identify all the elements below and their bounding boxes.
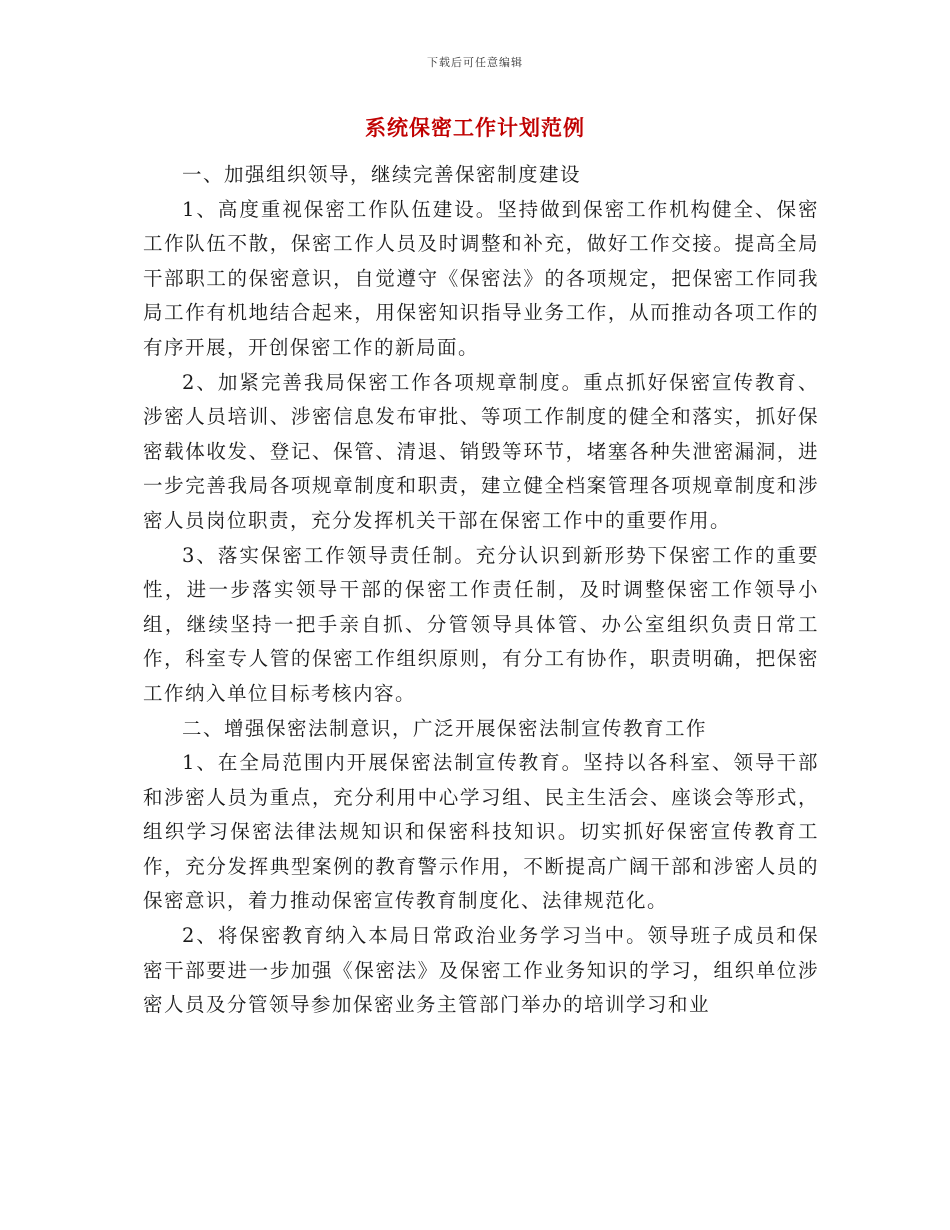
header-note: 下载后可任意编辑 [427, 56, 523, 69]
paragraph: 1、在全局范围内开展保密法制宣传教育。坚持以各科室、领导干部和涉密人员为重点，充分利用中心学习组、民主生活会、座谈会等形式，组织学习保密法律法规知识和保密科技知识。切实抓好保密宣传教育工作，充分发挥典型案例的教育警示作用，不断提高广阔干部和涉密人员的保密意识，着力推动保密宣传教育制度化、法律规范化。 [143, 751, 819, 913]
section-heading-1: 一、加强组织领导，继续完善保密制度建设 [182, 163, 582, 186]
document-body [143, 158, 819, 1023]
section-heading-2: 二、增强保密法制意识，广泛开展保密法制宣传教育工作 [182, 716, 708, 740]
document-title: 系统保密工作计划范例 [365, 115, 585, 140]
paragraph: 3、落实保密工作领导责任制。充分认识到新形势下保密工作的重要性，进一步落实领导干部的保密工作责任制，及时调整保密工作领导小组，继续坚持一把手亲自抓、分管领导具体管、办公室组织负责日常工作，科室专人管的保密工作组织原则，有分工有协作，职责明确，把保密工作纳入单位目标考核内容。 [143, 543, 819, 705]
paragraph: 2、将保密教育纳入本局日常政治业务学习当中。领导班子成员和保密干部要进一步加强《保密法》及保密工作业务知识的学习，组织单位涉密人员及分管领导参加保密业务主管部门举办的培训学习和业 [143, 924, 819, 1017]
paragraph: 1、高度重视保密工作队伍建设。坚持做到保密工作机构健全、保密工作队伍不散，保密工作人员及时调整和补充，做好工作交接。提高全局干部职工的保密意识，自觉遵守《保密法》的各项规定，把保密工作同我局工作有机地结合起来，用保密知识指导业务工作，从而推动各项工作的有序开展，开创保密工作的新局面。 [143, 197, 819, 359]
paragraph: 2、加紧完善我局保密工作各项规章制度。重点抓好保密宣传教育、涉密人员培训、涉密信息发布审批、等项工作制度的健全和落实，抓好保密载体收发、登记、保管、清退、销毁等环节，堵塞各种失泄密漏洞，进一步完善我局各项规章制度和职责，建立健全档案管理各项规章制度和涉密人员岗位职责，充分发挥机关干部在保密工作中的重要作用。 [143, 370, 819, 532]
